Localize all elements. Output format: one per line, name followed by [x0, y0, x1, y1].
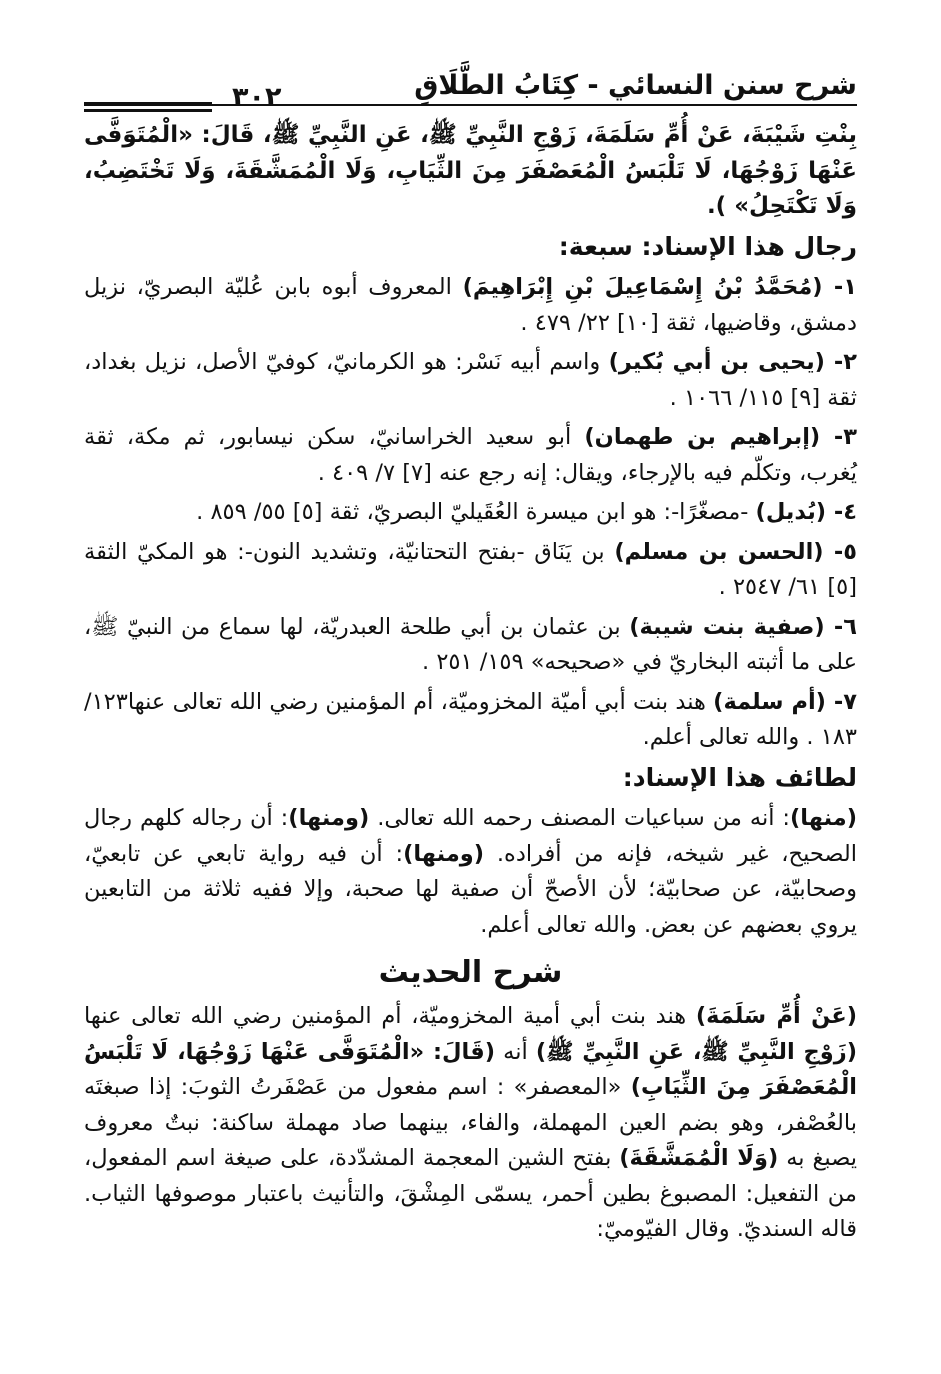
narrator-details: -مصغّرًا-: هو ابن ميسرة العُقَيليّ البصريّ، ثقة [٥] ٥٥/ ٨٥٩ .: [196, 499, 756, 525]
narrator-name: ٣- (إبراهيم بن طهمان): [584, 424, 857, 450]
narrator-details: بن عثمان بن أبي طلحة العبدريّة، لها سماع من النبيّ ﷺ، على ما أثبته البخاريّ في «صحيحه» ١٥٩/ ٢٥١ .: [84, 613, 857, 675]
narrator-name: ٤- (بُديل): [755, 499, 857, 525]
page-number: ٣٠٢: [232, 82, 282, 113]
narrator-name: ١- (مُحَمَّدُ بْنُ إِسْمَاعِيلَ بْنِ إِبْرَاهِيمَ): [462, 274, 857, 300]
commentary-text: «المعصفر» : اسم مفعول من عَصْفَرتُ الثوبَ: إذا صبغتَه بالعُصْفر، وهو بضم العين المهملة، والفاء، بينهما صاد مهملة ساكنة: نبتٌ معروف يصبغ به: [84, 1074, 857, 1171]
sharh-paragraph: [84, 999, 857, 1248]
page-body: [84, 118, 857, 1252]
narrator-item: [84, 270, 857, 341]
quoted-text: (وَلَا الْمُمَشَّقَةَ): [619, 1145, 779, 1171]
header-double-rule-bottom: [84, 109, 212, 112]
hadith-text: بِنْتِ شَيْبَةَ، عَنْ أُمِّ سَلَمَةَ، زَوْجِ النَّبِيِّ ﷺ، عَنِ النَّبِيِّ ﷺ، قَالَ: «الْمُتَوَفَّى عَنْهَا زَوْجُهَا، لَا تَلْبَسُ الْمُعَصْفَرَ مِنَ الثِّيَابِ، وَلَا الْمُمَشَّقَةَ، وَلَا تَخْتَضِبُ، وَلَا تَكْتَحِلُ» ).: [84, 122, 857, 219]
lataif-heading: لطائف هذا الإسناد:: [622, 762, 857, 792]
sharh-heading: شرح الحديث: [378, 955, 563, 990]
narrator-item: [84, 495, 857, 531]
narrator-item: [84, 535, 857, 606]
narrator-item: [84, 610, 857, 681]
narrator-details: المعروف أبوه بابن عُليّة البصريّ، نزيل دمشق، وقاضيها، ثقة [١٠] ٢٢/ ٤٧٩ .: [84, 274, 857, 336]
commentary-text: بفتح الشين المعجمة المشدّدة، على صيغة اسم المفعول، من التفعيل: المصبوغ بطين أحمر، يسمّى المِشْقَ، والتأنيث باعتبار موصوفها الثياب. قاله السنديّ. وقال الفيّوميّ:: [84, 1145, 857, 1242]
lataif-text: : أن رجاله كلهم رجال الصحيح، غير شيخه، فإنه من أفراده.: [84, 805, 857, 867]
narrator-item: [84, 420, 857, 491]
lataif-marker: (منها): [790, 805, 857, 831]
page-header: [84, 62, 857, 113]
narrator-details: واسم أبيه نَسْر: هو الكرمانيّ، كوفيّ الأصل، نزيل بغداد، ثقة [٩] ١١٥/ ١٠٦٦ .: [84, 349, 857, 411]
commentary-text: أنه: [495, 1038, 536, 1065]
header-double-rule-top: [84, 102, 212, 105]
lataif-text: : أن فيه رواية تابعي عن تابعيّ، وصحابيّة، عن صحابيّة؛ لأن الأصحّ أن صفية لها صحبة، وإلا ففيه ثلاثة من التابعين يروي بعضهم عن بعض. والله تعالى أعلم.: [84, 840, 857, 938]
rijal-heading: رجال هذا الإسناد: سبعة:: [558, 231, 857, 261]
narrator-name: ٧- (أم سلمة): [713, 688, 857, 715]
narrator-name: ٦- (صفية بنت شيبة): [629, 613, 857, 640]
narrator-item: [84, 345, 857, 416]
lataif-marker: (ومنها): [288, 805, 370, 831]
quoted-text: (عَنْ أُمِّ سَلَمَةَ): [695, 1003, 857, 1029]
narrator-details: هند بنت أبي أميّة المخزوميّة، أم المؤمنين رضي الله تعالى عنها١٢٣/ ١٨٣ . والله تعالى أعلم.: [84, 688, 857, 750]
narrator-name: ٢- (يحيى بن أبي بُكير): [608, 349, 857, 375]
running-title: شرح سنن النسائي - كِتَابُ الطَّلَاقِ: [414, 70, 857, 101]
lataif-paragraph: [84, 801, 857, 943]
quoted-text: (زَوْجِ النَّبِيِّ ﷺ، عَنِ النَّبِيِّ ﷺ): [535, 1038, 857, 1065]
lataif-text: : أنه من سباعيات المصنف رحمه الله تعالى.: [369, 805, 791, 831]
narrator-details: أبو سعيد الخراسانيّ، سكن نيسابور، ثم مكة، ثقة يُغرب، وتكلّم فيه بالإرجاء، ويقال: إنه رجع عنه [٧] ٧/ ٤٠٩ .: [84, 424, 857, 486]
narrator-details: بن يَنَاق -بفتح التحتانيّة، وتشديد النون-: هو المكيّ الثقة [٥] ٦١/ ٢٥٤٧ .: [84, 538, 857, 600]
narrator-item: [84, 685, 857, 756]
quoted-text: (قَالَ: «الْمُتَوَفَّى عَنْهَا زَوْجُهَا، لَا تَلْبَسُ الْمُعَصْفَرَ مِنَ الثِّيَابِ): [84, 1038, 857, 1100]
lataif-marker: (ومنها): [403, 840, 485, 867]
narrator-name: ٥- (الحسن بن مسلم): [614, 538, 857, 565]
commentary-text: هند بنت أبي أمية المخزوميّة، أم المؤمنين رضي الله تعالى عنها: [84, 1003, 696, 1029]
